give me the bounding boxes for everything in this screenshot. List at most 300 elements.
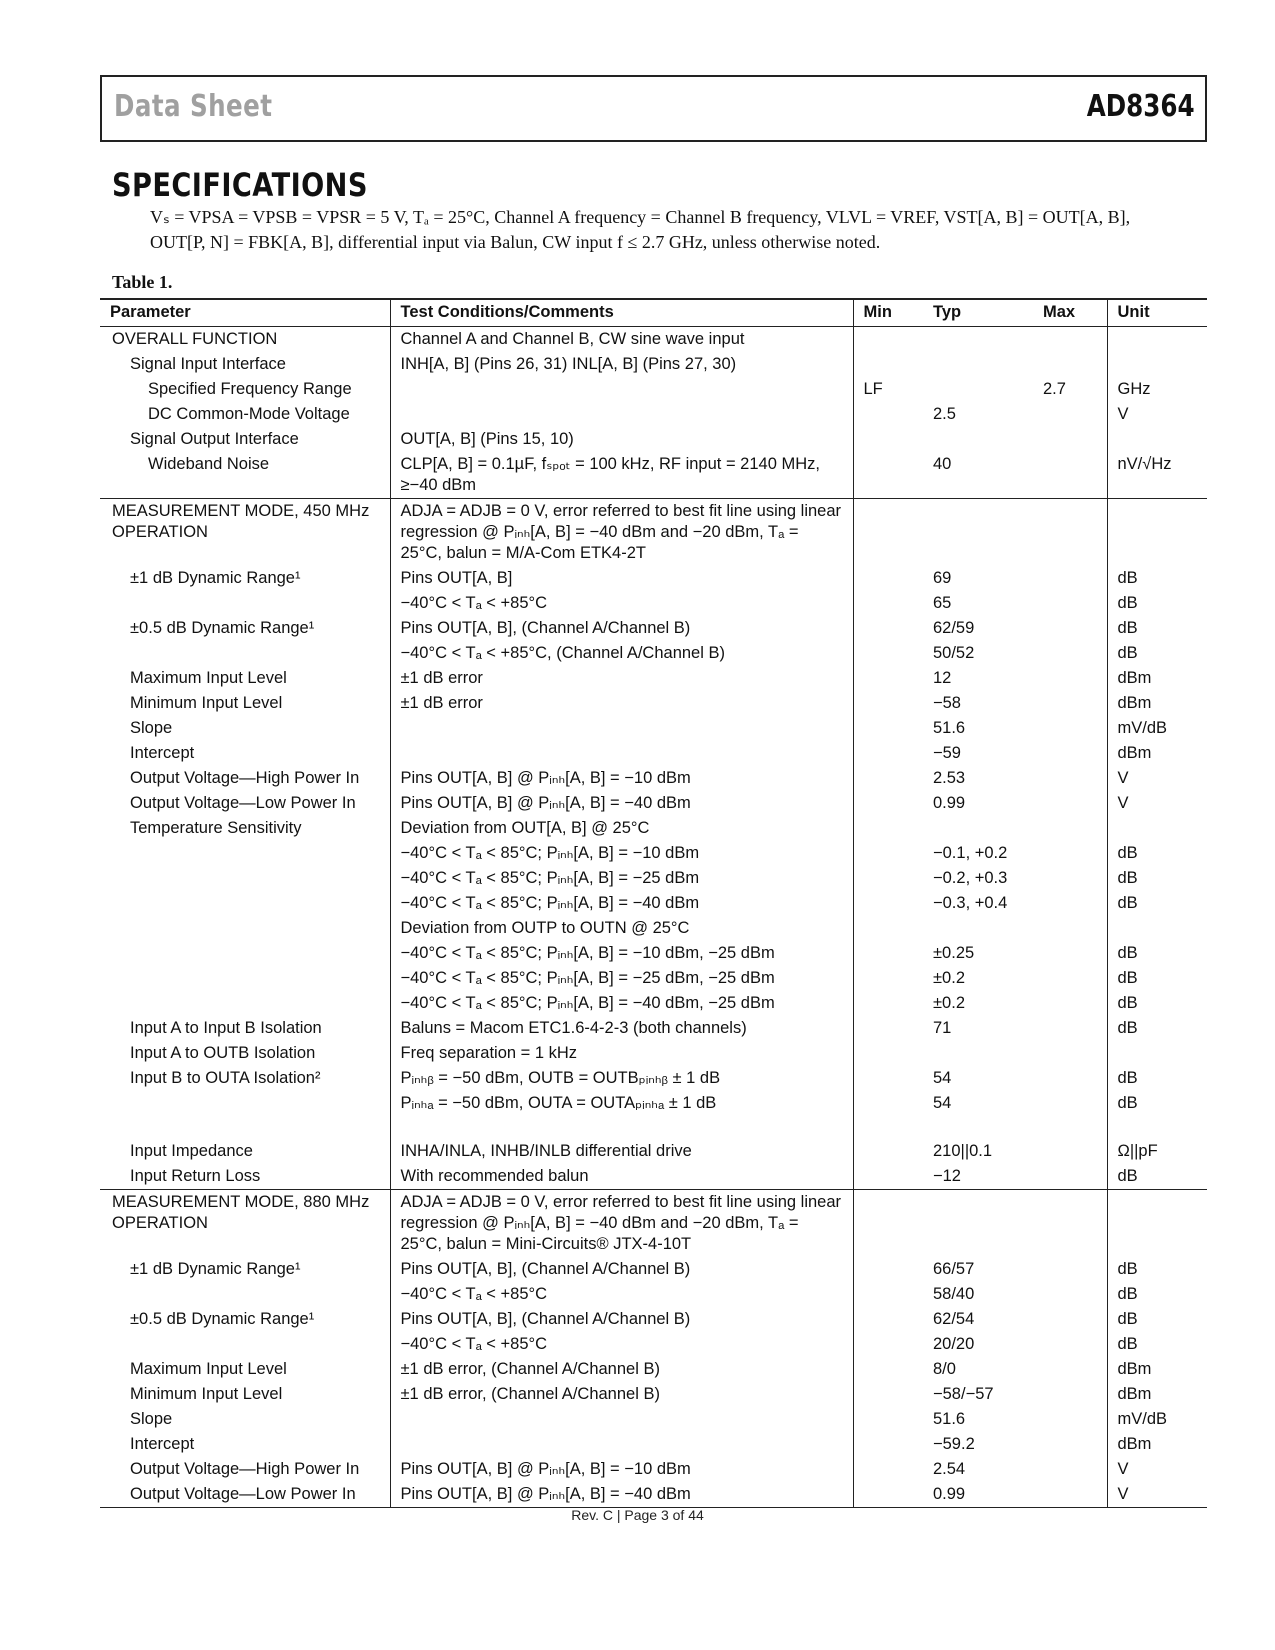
cell-unit: mV/dB (1117, 719, 1168, 737)
cell-parameter: Slope (100, 716, 390, 741)
cell-min: LF (863, 380, 883, 398)
table-row (100, 941, 1207, 966)
cell-min (853, 691, 923, 716)
table-row (100, 966, 1207, 991)
cell-max (1033, 991, 1107, 1016)
cell-min (853, 941, 923, 966)
cell-max (1033, 427, 1107, 452)
cell-conditions: ±1 dB error, (Channel A/Channel B) (390, 1357, 853, 1382)
table-row (100, 691, 1207, 716)
cell-max (1033, 1382, 1107, 1407)
header-part-number: AD8364 (1087, 89, 1195, 124)
cell-unit: dB (1117, 1094, 1138, 1112)
column-header-max: Max (1033, 299, 1107, 327)
cell-max (1033, 1482, 1107, 1508)
cell-conditions: −40°C < Tₐ < 85°C; Pᵢₙₕ[A, B] = −25 dBm, −25 dBm (390, 966, 853, 991)
cell-unit (1107, 499, 1207, 567)
cell-max (1033, 891, 1107, 916)
cell-conditions: Pins OUT[A, B] (390, 566, 853, 591)
table-row (100, 1066, 1207, 1091)
cell-min (853, 1307, 923, 1332)
column-header-conditions: Test Conditions/Comments (390, 299, 853, 327)
cell-conditions: Freq separation = 1 kHz (390, 1041, 853, 1066)
cell-typ: −0.2, +0.3 (933, 869, 1008, 887)
cell-min (853, 1190, 923, 1258)
cell-max (1033, 1432, 1107, 1457)
cell-conditions: Pins OUT[A, B] @ Pᵢₙₕ[A, B] = −10 dBm (390, 1457, 853, 1482)
cell-min (853, 1091, 923, 1116)
cell-min (853, 352, 923, 377)
table-row (100, 666, 1207, 691)
cell-max (1033, 616, 1107, 641)
cell-unit (1107, 916, 1207, 941)
cell-typ (923, 1041, 1033, 1066)
cell-max (1033, 966, 1107, 991)
cell-typ: −0.1, +0.2 (933, 844, 1008, 862)
cell-max (1033, 816, 1107, 841)
cell-typ (923, 916, 1033, 941)
table-row (100, 1307, 1207, 1332)
cell-max (1033, 1091, 1107, 1116)
cell-parameter: Output Voltage—Low Power In (100, 791, 390, 816)
cell-conditions: −40°C < Tₐ < 85°C; Pᵢₙₕ[A, B] = −25 dBm (390, 866, 853, 891)
cell-min (853, 641, 923, 666)
table-row (100, 616, 1207, 641)
cell-typ (923, 427, 1033, 452)
cell-typ: 54 (933, 1094, 952, 1112)
cell-max (1033, 791, 1107, 816)
spacer-cell (390, 1116, 853, 1139)
cell-conditions: Pins OUT[A, B] @ Pᵢₙₕ[A, B] = −40 dBm (390, 1482, 853, 1508)
cell-parameter (100, 641, 390, 666)
cell-typ: 40 (923, 452, 1033, 499)
table-row (100, 1257, 1207, 1282)
cell-parameter (100, 591, 390, 616)
table-row (100, 1164, 1207, 1190)
cell-unit: V (1117, 1460, 1129, 1478)
table-row (100, 791, 1207, 816)
cell-typ: 2.54 (933, 1460, 966, 1478)
cell-max (1033, 566, 1107, 591)
cell-parameter (100, 1332, 390, 1357)
cell-typ: ±0.25 (933, 944, 975, 962)
cell-parameter: OVERALL FUNCTION (100, 327, 390, 353)
table-row (100, 1407, 1207, 1432)
cell-unit: dB (1117, 969, 1138, 987)
cell-parameter: Input B to OUTA Isolation² (100, 1066, 390, 1091)
cell-conditions: Pins OUT[A, B], (Channel A/Channel B) (390, 616, 853, 641)
cell-min (853, 452, 923, 499)
table-row (100, 866, 1207, 891)
cell-typ: 66/57 (933, 1260, 975, 1278)
cell-parameter: Output Voltage—Low Power In (100, 1482, 390, 1508)
cell-typ: 65 (933, 594, 952, 612)
cell-min (853, 1432, 923, 1457)
cell-conditions (390, 1432, 853, 1457)
cell-conditions: −40°C < Tₐ < +85°C, (Channel A/Channel B) (390, 641, 853, 666)
cell-typ: 69 (933, 569, 952, 587)
cell-parameter: Minimum Input Level (100, 691, 390, 716)
cell-parameter: Temperature Sensitivity (100, 816, 390, 841)
cell-min (853, 566, 923, 591)
cell-unit: dB (1117, 594, 1138, 612)
cell-typ: 2.53 (933, 769, 966, 787)
table-row (100, 841, 1207, 866)
cell-parameter: Signal Input Interface (100, 352, 390, 377)
cell-typ (923, 816, 1033, 841)
cell-parameter (100, 991, 390, 1016)
cell-conditions: Pins OUT[A, B] @ Pᵢₙₕ[A, B] = −10 dBm (390, 766, 853, 791)
cell-unit: dB (1117, 994, 1138, 1012)
column-header-min: Min (853, 299, 923, 327)
cell-unit: nV/√Hz (1107, 452, 1207, 499)
cell-min (853, 816, 923, 841)
cell-conditions: Pᵢₙₕᵦ = −50 dBm, OUTB = OUTBₚᵢₙₕᵦ ± 1 dB (390, 1066, 853, 1091)
section-heading: SPECIFICATIONS (112, 166, 368, 204)
table-row (100, 1432, 1207, 1457)
cell-min (853, 327, 923, 353)
cell-min (853, 916, 923, 941)
cell-parameter: Slope (100, 1407, 390, 1432)
cell-max (1033, 1190, 1107, 1258)
cell-conditions: ADJA = ADJB = 0 V, error referred to best fit line using linear regression @ Pᵢₙₕ[A, B] = −40 dBm and −20 dBm, Tₐ = 25°C, balun = M/A-Com ETK4-2T (390, 499, 853, 567)
table-row (100, 1357, 1207, 1382)
cell-conditions (390, 1407, 853, 1432)
cell-conditions (390, 741, 853, 766)
cell-unit: dB (1117, 1019, 1138, 1037)
cell-max (1033, 766, 1107, 791)
cell-min (853, 1016, 923, 1041)
cell-parameter (100, 941, 390, 966)
cell-max (1033, 1457, 1107, 1482)
cell-typ: 58/40 (933, 1285, 975, 1303)
cell-conditions: Pᵢₙₕₐ = −50 dBm, OUTA = OUTAₚᵢₙₕₐ ± 1 dB (390, 1091, 853, 1116)
cell-typ: 20/20 (933, 1335, 975, 1353)
cell-max (1033, 1282, 1107, 1307)
cell-typ (923, 499, 1033, 567)
cell-typ: −59 (933, 744, 961, 762)
table-row (100, 1382, 1207, 1407)
cell-conditions: Deviation from OUT[A, B] @ 25°C (390, 816, 853, 841)
cell-conditions: ±1 dB error, (Channel A/Channel B) (390, 1382, 853, 1407)
table-row (100, 1139, 1207, 1164)
cell-typ: −59.2 (933, 1435, 975, 1453)
cell-min (853, 591, 923, 616)
cell-min (853, 741, 923, 766)
table-row (100, 352, 1207, 377)
table-row (100, 499, 1207, 567)
table-row (100, 716, 1207, 741)
cell-unit (1107, 352, 1207, 377)
cell-min (853, 666, 923, 691)
cell-min (853, 402, 923, 427)
cell-unit: dB (1117, 644, 1138, 662)
cell-min (853, 1164, 923, 1190)
cell-min (853, 1041, 923, 1066)
cell-unit: dBm (1117, 1360, 1152, 1378)
cell-min (853, 1457, 923, 1482)
cell-parameter: Input A to Input B Isolation (100, 1016, 390, 1041)
cell-max (1033, 741, 1107, 766)
table-row (100, 1482, 1207, 1508)
cell-typ: ±0.2 (933, 969, 965, 987)
column-header-unit: Unit (1107, 299, 1207, 327)
cell-conditions: INH[A, B] (Pins 26, 31) INL[A, B] (Pins 27, 30) (390, 352, 853, 377)
cell-unit: dBm (1117, 744, 1152, 762)
cell-max (1033, 499, 1107, 567)
cell-max (1033, 1357, 1107, 1382)
cell-typ: 0.99 (933, 794, 966, 812)
cell-parameter (100, 891, 390, 916)
cell-parameter: MEASUREMENT MODE, 450 MHz OPERATION (100, 499, 390, 567)
cell-max (1033, 591, 1107, 616)
cell-unit: dB (1117, 869, 1138, 887)
cell-unit: dB (1117, 1069, 1138, 1087)
table-row (100, 1282, 1207, 1307)
cell-parameter: Output Voltage—High Power In (100, 766, 390, 791)
table-row (100, 402, 1207, 427)
cell-parameter (100, 1091, 390, 1116)
table-row (100, 427, 1207, 452)
cell-unit: dB (1117, 569, 1138, 587)
cell-min (853, 1482, 923, 1508)
cell-min (853, 616, 923, 641)
cell-min (853, 1066, 923, 1091)
cell-unit: dB (1117, 619, 1138, 637)
cell-conditions: With recommended balun (390, 1164, 853, 1190)
cell-typ: 210||0.1 (933, 1142, 993, 1160)
cell-unit: dB (1117, 1285, 1138, 1303)
cell-unit: dBm (1117, 1435, 1152, 1453)
cell-unit: V (1117, 794, 1129, 812)
cell-typ: 51.6 (933, 719, 966, 737)
cell-typ: 62/59 (933, 619, 975, 637)
cell-unit (1107, 327, 1207, 353)
cell-conditions: −40°C < Tₐ < +85°C (390, 1282, 853, 1307)
cell-max (1033, 641, 1107, 666)
cell-max (1033, 916, 1107, 941)
cell-min (853, 1407, 923, 1432)
cell-typ: 54 (933, 1069, 952, 1087)
cell-min (853, 891, 923, 916)
specifications-table (100, 298, 1207, 1508)
cell-max (1033, 691, 1107, 716)
cell-unit (1107, 427, 1207, 452)
table-title: Table 1. (112, 272, 173, 292)
spacer-row (100, 1116, 1207, 1139)
cell-parameter: Input A to OUTB Isolation (100, 1041, 390, 1066)
cell-min (853, 841, 923, 866)
cell-parameter: Maximum Input Level (100, 1357, 390, 1382)
cell-max (1033, 841, 1107, 866)
cell-parameter: Input Impedance (100, 1139, 390, 1164)
cell-parameter: Minimum Input Level (100, 1382, 390, 1407)
cell-parameter: ±0.5 dB Dynamic Range¹ (100, 616, 390, 641)
cell-unit: dBm (1117, 669, 1152, 687)
cell-parameter (100, 966, 390, 991)
header-doc-type: Data Sheet (114, 89, 273, 124)
cell-typ: −58 (933, 694, 961, 712)
cell-min (853, 791, 923, 816)
page-footer: Rev. C | Page 3 of 44 (571, 1507, 704, 1523)
cell-unit: mV/dB (1117, 1410, 1168, 1428)
cell-unit (1107, 1041, 1207, 1066)
cell-max (1033, 1257, 1107, 1282)
cell-typ: −12 (923, 1164, 1033, 1190)
cell-parameter (100, 1282, 390, 1307)
cell-conditions: −40°C < Tₐ < 85°C; Pᵢₙₕ[A, B] = −10 dBm (390, 841, 853, 866)
spacer-cell (1107, 1116, 1207, 1139)
cell-conditions: Pins OUT[A, B], (Channel A/Channel B) (390, 1257, 853, 1282)
cell-min (853, 766, 923, 791)
spec-conditions: Vₛ = VPSA = VPSB = VPSR = 5 V, Tₐ = 25°C, Channel A frequency = Channel B frequency, VLVL = VREF, VST[A, B] = OUT[A, B], OUT[P, N] = FBK[A, B], differential input via Balun, CW input f ≤ 2.7 GHz, unless otherwise noted. (150, 207, 1131, 252)
cell-parameter: Maximum Input Level (100, 666, 390, 691)
cell-unit: V (1107, 1482, 1207, 1508)
cell-max (1033, 941, 1107, 966)
cell-parameter: ±0.5 dB Dynamic Range¹ (100, 1307, 390, 1332)
cell-max (1033, 1139, 1107, 1164)
cell-unit: dB (1117, 944, 1138, 962)
cell-max (1033, 1041, 1107, 1066)
cell-parameter: DC Common-Mode Voltage (100, 402, 390, 427)
cell-parameter (100, 916, 390, 941)
cell-parameter: Input Return Loss (100, 1164, 390, 1190)
cell-max (1033, 1332, 1107, 1357)
cell-unit (1107, 1190, 1207, 1258)
table-row (100, 1457, 1207, 1482)
cell-parameter: Intercept (100, 1432, 390, 1457)
table-row (100, 1041, 1207, 1066)
cell-min (853, 1282, 923, 1307)
cell-unit: dB (1107, 1164, 1207, 1190)
cell-conditions: Baluns = Macom ETC1.6-4-2-3 (both channels) (390, 1016, 853, 1041)
cell-max: 2.7 (1033, 377, 1107, 402)
cell-typ (923, 352, 1033, 377)
table-body (100, 327, 1207, 1508)
table-row (100, 566, 1207, 591)
cell-max (1033, 352, 1107, 377)
cell-parameter: Intercept (100, 741, 390, 766)
cell-conditions (390, 402, 853, 427)
table-row (100, 916, 1207, 941)
cell-parameter: Output Voltage—High Power In (100, 1457, 390, 1482)
cell-max (1033, 1307, 1107, 1332)
cell-parameter: Signal Output Interface (100, 427, 390, 452)
cell-min (853, 499, 923, 567)
cell-conditions: INHA/INLA, INHB/INLB differential drive (390, 1139, 853, 1164)
table-row (100, 1016, 1207, 1041)
cell-parameter: Wideband Noise (100, 452, 390, 499)
cell-typ: 62/54 (933, 1310, 975, 1328)
cell-conditions (390, 377, 853, 402)
cell-min (853, 1257, 923, 1282)
cell-typ: −0.3, +0.4 (933, 894, 1008, 912)
cell-min (853, 1357, 923, 1382)
cell-unit: V (1117, 405, 1129, 423)
cell-typ: 50/52 (933, 644, 975, 662)
cell-unit: dBm (1117, 1385, 1152, 1403)
cell-conditions: −40°C < Tₐ < 85°C; Pᵢₙₕ[A, B] = −40 dBm, −25 dBm (390, 991, 853, 1016)
cell-parameter (100, 866, 390, 891)
cell-typ: 0.99 (923, 1482, 1033, 1508)
cell-min (853, 716, 923, 741)
cell-max (1033, 866, 1107, 891)
cell-unit (1107, 816, 1207, 841)
cell-conditions: ±1 dB error (390, 666, 853, 691)
cell-conditions: Channel A and Channel B, CW sine wave input (390, 327, 853, 353)
cell-typ (923, 1190, 1033, 1258)
table-header-row (100, 299, 1207, 327)
cell-max (1033, 452, 1107, 499)
cell-min (853, 991, 923, 1016)
cell-typ: 2.5 (933, 405, 956, 423)
spacer-cell (853, 1116, 923, 1139)
cell-conditions: CLP[A, B] = 0.1µF, fₛₚₒₜ = 100 kHz, RF input = 2140 MHz, ≥−40 dBm (390, 452, 853, 499)
cell-unit: dB (1117, 1335, 1138, 1353)
cell-max (1033, 1066, 1107, 1091)
cell-unit: V (1117, 769, 1129, 787)
table-row (100, 641, 1207, 666)
cell-parameter: MEASUREMENT MODE, 880 MHz OPERATION (100, 1190, 390, 1258)
table-row (100, 891, 1207, 916)
cell-max (1033, 1016, 1107, 1041)
cell-conditions: ADJA = ADJB = 0 V, error referred to best fit line using linear regression @ Pᵢₙₕ[A, B] = −40 dBm and −20 dBm, Tₐ = 25°C, balun = Mini-Circuits® JTX-4-10T (390, 1190, 853, 1258)
cell-conditions: −40°C < Tₐ < +85°C (390, 591, 853, 616)
table-row (100, 591, 1207, 616)
cell-typ: 12 (933, 669, 952, 687)
table-row (100, 452, 1207, 499)
cell-unit: dBm (1117, 694, 1152, 712)
cell-max (1033, 327, 1107, 353)
cell-typ: 71 (933, 1019, 952, 1037)
table-row (100, 766, 1207, 791)
table-row (100, 377, 1207, 402)
table-row (100, 1190, 1207, 1258)
cell-unit: dB (1117, 1260, 1138, 1278)
spacer-cell (100, 1116, 390, 1139)
cell-conditions: −40°C < Tₐ < +85°C (390, 1332, 853, 1357)
cell-parameter: ±1 dB Dynamic Range¹ (100, 1257, 390, 1282)
cell-typ: −58/−57 (933, 1385, 994, 1403)
cell-parameter: Specified Frequency Range (100, 377, 390, 402)
cell-parameter (100, 841, 390, 866)
cell-min (853, 1332, 923, 1357)
column-header-parameter: Parameter (100, 299, 390, 327)
page-header (100, 75, 1207, 142)
spacer-cell (1033, 1116, 1107, 1139)
cell-typ (923, 377, 1033, 402)
table-row (100, 327, 1207, 353)
cell-parameter: ±1 dB Dynamic Range¹ (100, 566, 390, 591)
cell-max (1033, 716, 1107, 741)
cell-conditions: −40°C < Tₐ < 85°C; Pᵢₙₕ[A, B] = −40 dBm (390, 891, 853, 916)
cell-conditions: Deviation from OUTP to OUTN @ 25°C (390, 916, 853, 941)
cell-max (1033, 1407, 1107, 1432)
cell-unit: GHz (1117, 380, 1151, 398)
table-row (100, 816, 1207, 841)
cell-max (1033, 666, 1107, 691)
cell-conditions: Pins OUT[A, B], (Channel A/Channel B) (390, 1307, 853, 1332)
cell-conditions: −40°C < Tₐ < 85°C; Pᵢₙₕ[A, B] = −10 dBm, −25 dBm (390, 941, 853, 966)
cell-conditions: Pins OUT[A, B] @ Pᵢₙₕ[A, B] = −40 dBm (390, 791, 853, 816)
cell-conditions (390, 716, 853, 741)
cell-unit: Ω||pF (1117, 1142, 1158, 1160)
cell-unit: dB (1117, 1310, 1138, 1328)
cell-min (853, 966, 923, 991)
column-header-typ: Typ (923, 299, 1033, 327)
table-row (100, 1332, 1207, 1357)
cell-unit: dB (1117, 844, 1138, 862)
